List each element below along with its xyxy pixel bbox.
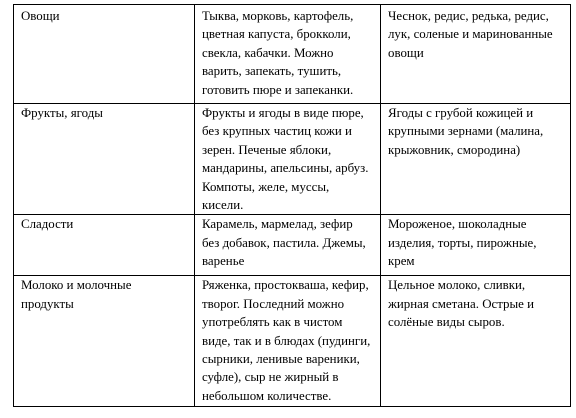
forbidden-cell: Цельное молоко, сливки, жирная сметана. Острые и солёные виды сыров.: [381, 276, 571, 407]
table-row: [14, 5, 571, 104]
forbidden-cell: Ягоды с грубой кожицей и крупными зернами (малина, крыжовник, смородина): [381, 104, 571, 215]
allowed-cell: Карамель, мармелад, зефир без добавок, пастила. Джемы, варенье: [195, 215, 381, 276]
forbidden-cell: Чеснок, редис, редька, редис, лук, соленые и маринованные овощи: [381, 5, 571, 104]
allowed-cell: Тыква, морковь, картофель, цветная капуста, брокколи, свекла, кабачки. Можно варить, запекать, тушить, готовить пюре и запеканки.: [195, 5, 381, 104]
category-cell: Овощи: [14, 5, 195, 104]
forbidden-cell: Мороженое, шоколадные изделия, торты, пирожные, крем: [381, 215, 571, 276]
category-cell: Сладости: [14, 215, 195, 276]
allowed-cell: Ряженка, простокваша, кефир, творог. Последний можно употреблять как в чистом виде, так и в блюдах (пудинги, сырники, ленивые вареники, суфле), сыр не жирный в небольшом количестве.: [195, 276, 381, 407]
table-row: [14, 104, 571, 215]
allowed-cell: Фрукты и ягоды в виде пюре, без крупных частиц кожи и зерен. Печеные яблоки, мандарины, апельсины, арбуз. Компоты, желе, муссы, кисели.: [195, 104, 381, 215]
category-cell: Фрукты, ягоды: [14, 104, 195, 215]
food-table: [13, 4, 571, 407]
table-row: [14, 215, 571, 276]
category-cell: Молоко и молочные продукты: [14, 276, 195, 407]
table-row: [14, 276, 571, 407]
